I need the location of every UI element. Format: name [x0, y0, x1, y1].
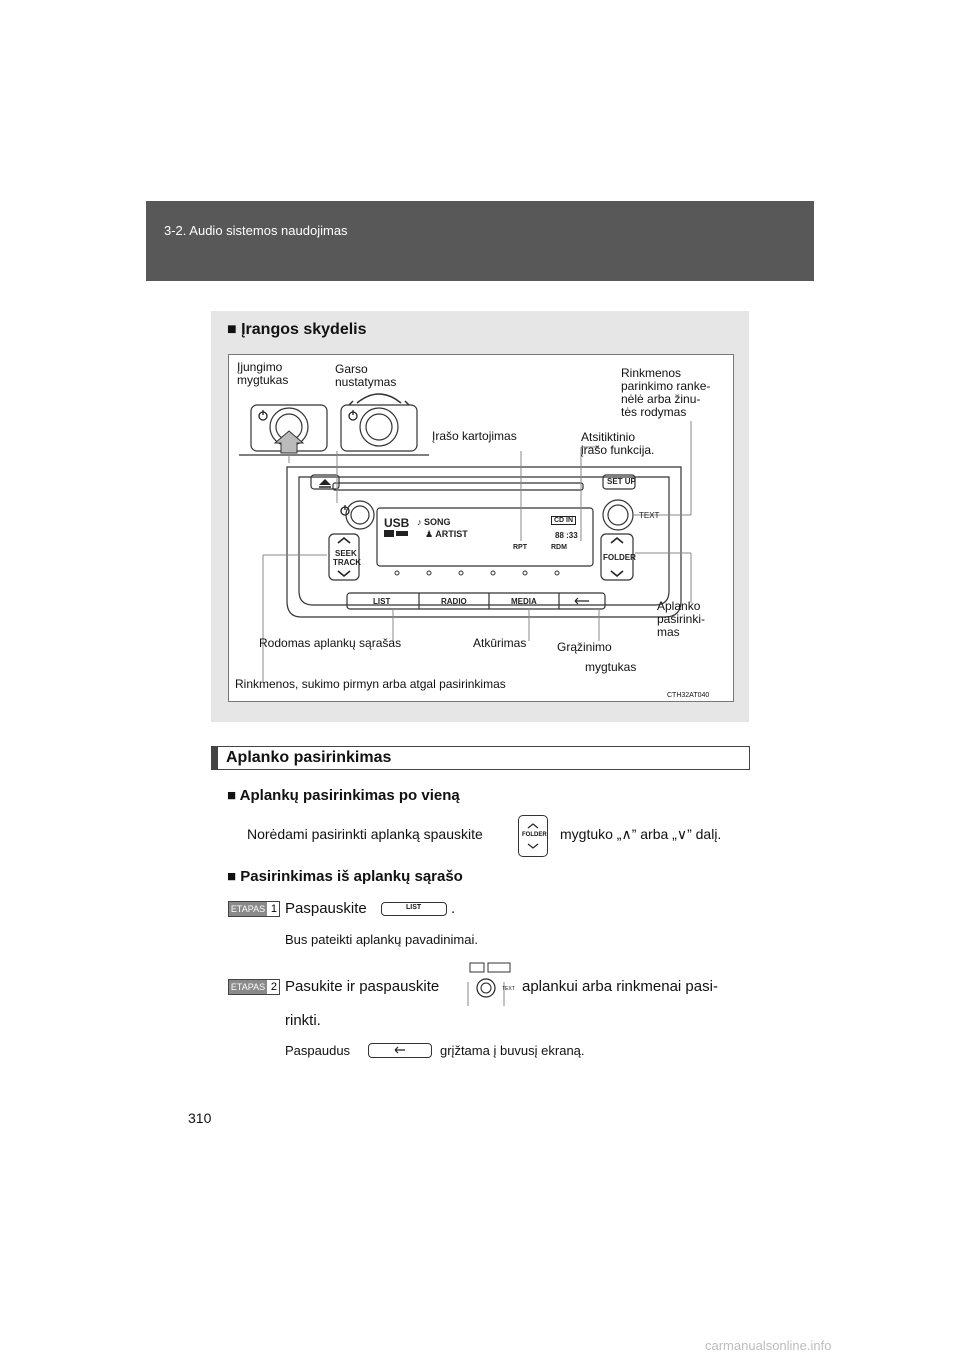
step1-end: . — [451, 900, 456, 917]
label-return: Grąžinimo mygtukas — [557, 640, 637, 674]
watermark: carmanualsonline.info — [705, 1338, 832, 1353]
step-badge-2: ETAPAS 2 — [228, 979, 280, 995]
step2-note: Paspaudus — [285, 1043, 351, 1058]
display-artist: ♟ ARTIST — [425, 529, 468, 539]
list-button[interactable]: LIST — [373, 597, 391, 606]
figure-illustration — [228, 354, 734, 702]
figure-title: ■ Įrangos skydelis — [227, 321, 367, 338]
control-panel-figure — [211, 311, 749, 722]
page-number: 310 — [188, 1110, 212, 1126]
setup-button[interactable]: SET UP — [607, 477, 636, 486]
section-heading — [211, 746, 750, 770]
label-folder-select: Aplanko pasirinki- mas — [657, 599, 706, 639]
step1-text: Paspauskite — [285, 900, 367, 917]
para-folder-step: Norėdami pasirinkti aplanką spauskite — [247, 826, 483, 842]
media-button[interactable]: MEDIA — [511, 597, 537, 606]
display-cd-in: CD IN — [551, 516, 576, 525]
step2-text-cont: aplankui arba rinkmenai pasi- — [522, 978, 718, 995]
label-random: Atsitiktinio įrašo funkcija. — [581, 430, 655, 457]
list-button-label: LIST — [406, 904, 422, 911]
chapter-header — [146, 201, 814, 281]
text-button-label: TEXT — [502, 986, 515, 992]
label-file-select: Rinkmenos parinkimo ranke- nėlė arba žinu- tės rodymas — [621, 366, 711, 419]
display-usb: USB — [384, 516, 410, 530]
label-repeat: Įrašo kartojimas — [432, 429, 517, 443]
step1-note: Bus pateikti aplankų pavadinimai. — [285, 932, 478, 947]
folder-button-icon — [518, 815, 548, 857]
return-button-icon — [368, 1043, 432, 1058]
figure-code: CTH32AT040 — [667, 692, 710, 699]
section-title: Aplanko pasirinkimas — [226, 749, 392, 766]
step2-text-end: rinkti. — [285, 1012, 321, 1029]
display-song: ♪ SONG — [417, 517, 451, 527]
label-playback: Atkūrimas — [473, 636, 527, 650]
tune-knob-icon — [464, 960, 516, 1008]
list-button-icon — [381, 902, 447, 916]
para-folder-step-end: mygtuko „∧” arba „∨” dalį. — [560, 826, 722, 842]
chapter-title: 3-2. Audio sistemos naudojimas — [164, 223, 348, 238]
step2-note-end: grįžtama į buvusį ekraną. — [440, 1043, 585, 1058]
step2-text: Pasukite ir paspauskite — [285, 978, 440, 995]
folder-button-label: FOLDER — [522, 832, 547, 838]
subheading-one-by-one: ■ Aplankų pasirinkimas po vieną — [227, 787, 460, 804]
label-seek: Rinkmenos, sukimo pirmyn arba atgal pasirinkimas — [235, 677, 506, 691]
label-volume: Garso nustatymas — [335, 362, 397, 389]
subheading-from-list: ■ Pasirinkimas iš aplankų sąrašo — [227, 868, 463, 885]
folder-button[interactable]: FOLDER — [603, 553, 636, 562]
seek-track-button[interactable]: SEEK — [335, 549, 357, 558]
radio-button[interactable]: RADIO — [441, 597, 467, 606]
display-rdm: RDM — [551, 544, 567, 551]
display-counter: 88 :33 — [555, 531, 578, 540]
label-power: Įjungimo mygtukas — [237, 360, 289, 387]
label-list-shown: Rodomas aplankų sąrašas — [259, 636, 402, 650]
seek-track-label: TRACK — [333, 558, 361, 567]
step-badge-1: ETAPAS 1 — [228, 901, 280, 917]
text-label: TEXT — [639, 511, 660, 520]
display-rpt: RPT — [513, 544, 527, 551]
section-accent — [212, 747, 218, 769]
